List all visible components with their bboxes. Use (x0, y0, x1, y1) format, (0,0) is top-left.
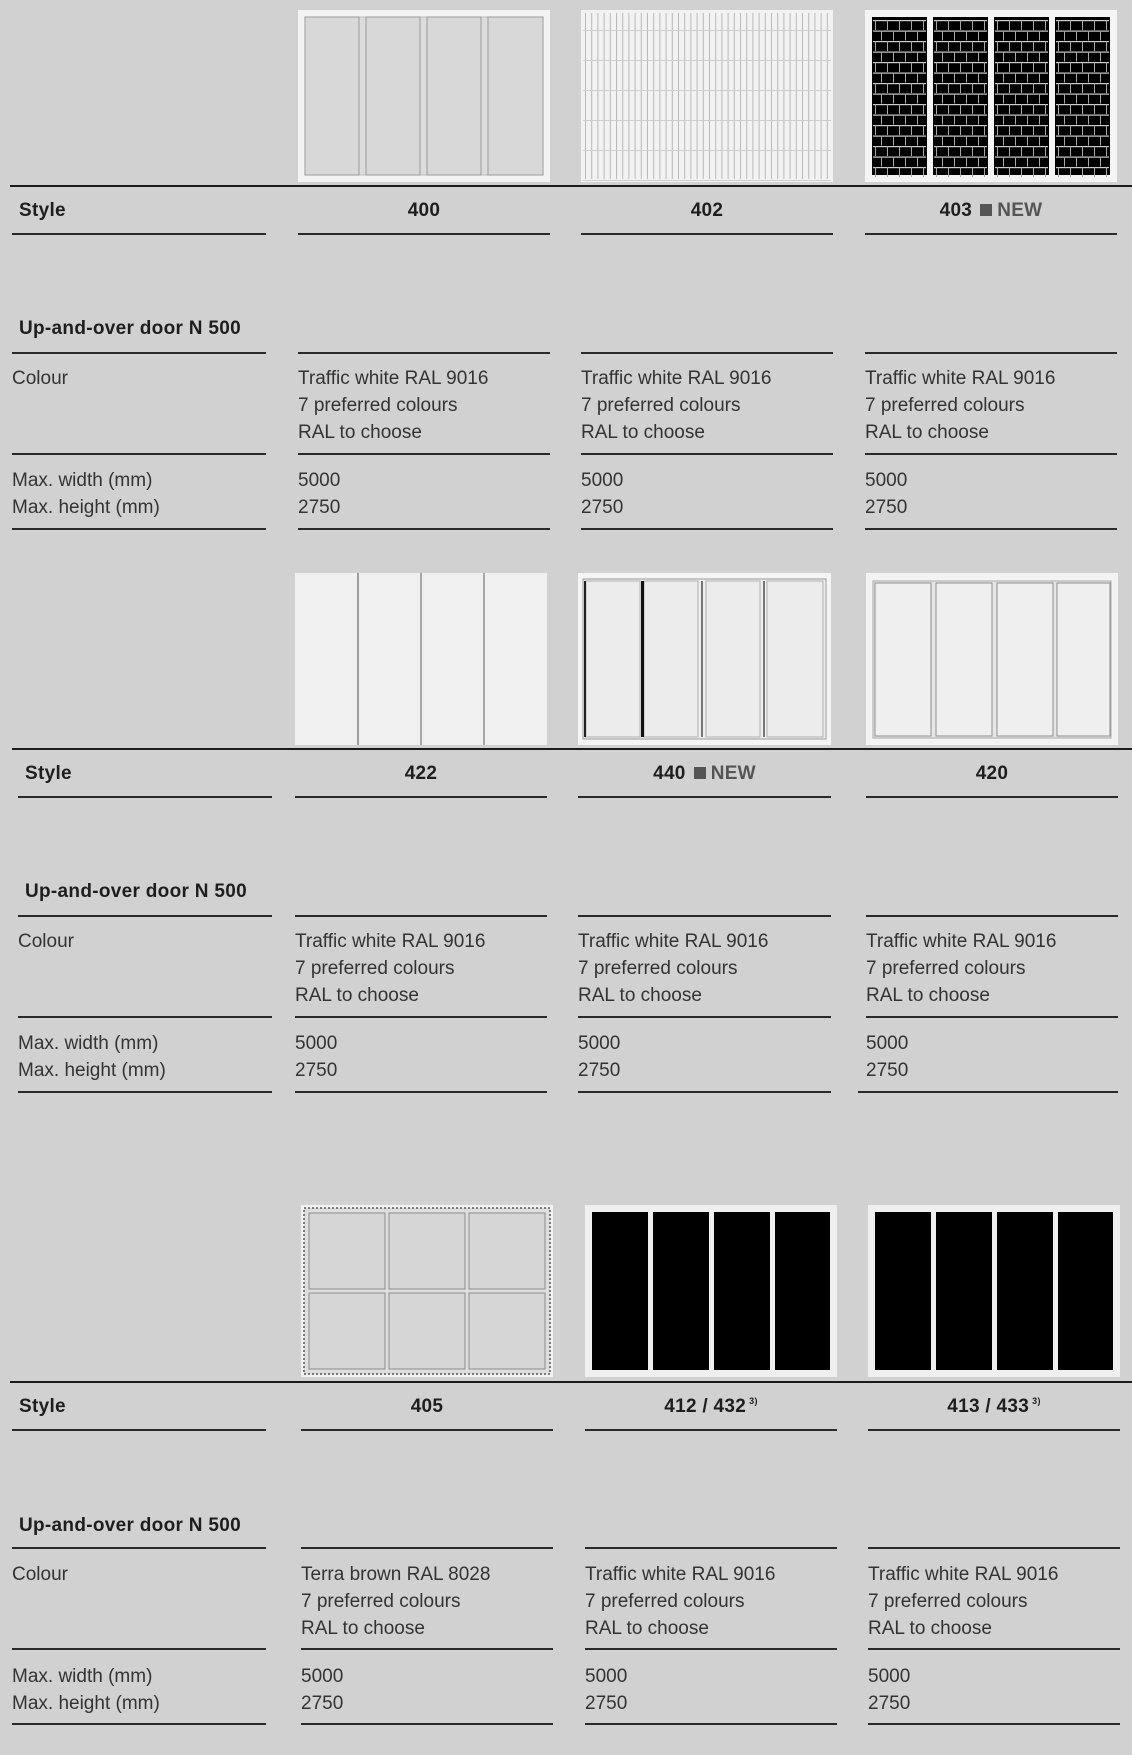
divider (868, 1547, 1120, 1549)
product-heading: Up-and-over door N 500 (19, 1515, 241, 1536)
size-values: 5000 2750 (301, 1666, 344, 1714)
style-value: 413 / 433 $^{3)}$ (947, 1396, 1041, 1417)
style-label: Style (25, 763, 72, 784)
door-group-1 (0, 0, 1132, 560)
door-402-image (581, 10, 833, 182)
divider (581, 352, 833, 354)
style-label: Style (19, 1396, 66, 1417)
size-values: 5000 2750 (581, 470, 624, 518)
style-value: 420 (975, 763, 1009, 784)
divider (578, 1091, 831, 1093)
divider (12, 453, 266, 455)
size-labels: Max. width (mm) Max. height (mm) (12, 470, 160, 518)
style-value: 422 (404, 763, 438, 784)
divider (298, 352, 550, 354)
divider (18, 1091, 272, 1093)
divider (581, 528, 833, 530)
square-icon (980, 204, 992, 216)
divider (578, 1016, 831, 1018)
size-values: 5000 2750 (298, 470, 341, 518)
door-403-image (865, 10, 1117, 182)
divider (581, 233, 833, 235)
colour-options: Traffic white RAL 9016 7 preferred colours RAL to choose (868, 1564, 1059, 1639)
new-badge: NEW (694, 763, 756, 784)
style-value: 402 (690, 200, 724, 221)
door-405-image (301, 1205, 553, 1377)
divider (585, 1723, 837, 1725)
divider (295, 915, 547, 917)
divider (12, 1429, 266, 1431)
divider (298, 233, 550, 235)
divider (866, 796, 1118, 798)
colour-options: Terra brown RAL 8028 7 preferred colours RAL to choose (301, 1564, 491, 1639)
size-values: 5000 2750 (866, 1033, 909, 1081)
divider (12, 1547, 266, 1549)
divider (868, 1648, 1120, 1650)
colour-options: Traffic white RAL 9016 7 preferred colours RAL to choose (581, 368, 772, 443)
style-value: 403 NEW (939, 200, 1043, 221)
colour-options: Traffic white RAL 9016 7 preferred colours RAL to choose (865, 368, 1056, 443)
door-413-433-image (868, 1205, 1120, 1377)
divider (12, 233, 266, 235)
divider (12, 528, 266, 530)
divider (18, 796, 272, 798)
divider (301, 1429, 553, 1431)
divider (295, 796, 547, 798)
size-values: 5000 2750 (865, 470, 908, 518)
divider (866, 1016, 1118, 1018)
divider (18, 915, 272, 917)
divider (865, 233, 1117, 235)
product-heading: Up-and-over door N 500 (25, 881, 247, 902)
door-422-image (295, 573, 547, 745)
divider (866, 915, 1118, 917)
door-440-image (578, 573, 831, 745)
door-group-3 (0, 1195, 1132, 1755)
divider (865, 352, 1117, 354)
divider (578, 796, 831, 798)
divider (298, 453, 550, 455)
divider (578, 915, 831, 917)
divider (868, 1429, 1120, 1431)
divider (865, 528, 1117, 530)
divider (10, 1381, 1132, 1383)
colour-options: Traffic white RAL 9016 7 preferred colours RAL to choose (585, 1564, 776, 1639)
colour-options: Traffic white RAL 9016 7 preferred colours RAL to choose (298, 368, 489, 443)
divider (10, 185, 1132, 187)
divider (585, 1429, 837, 1431)
style-value: 412 / 432 $^{3)}$ (664, 1396, 758, 1417)
door-group-2 (0, 563, 1132, 1123)
divider (18, 1016, 272, 1018)
door-420-image (866, 573, 1118, 745)
divider (581, 453, 833, 455)
colour-label: Colour (12, 368, 68, 389)
size-values: 5000 2750 (578, 1033, 621, 1081)
size-values: 5000 2750 (295, 1033, 338, 1081)
size-labels: Max. width (mm) Max. height (mm) (12, 1666, 160, 1714)
colour-options: Traffic white RAL 9016 7 preferred colours RAL to choose (578, 931, 769, 1006)
divider (12, 1648, 266, 1650)
divider (301, 1648, 553, 1650)
colour-options: Traffic white RAL 9016 7 preferred colours RAL to choose (295, 931, 486, 1006)
colour-options: Traffic white RAL 9016 7 preferred colours RAL to choose (866, 931, 1057, 1006)
style-label: Style (19, 200, 66, 221)
divider (12, 352, 266, 354)
size-values: 5000 2750 (868, 1666, 911, 1714)
divider (585, 1547, 837, 1549)
colour-label: Colour (18, 931, 74, 952)
product-heading: Up-and-over door N 500 (19, 318, 241, 339)
divider (868, 1723, 1120, 1725)
divider (301, 1723, 553, 1725)
divider (12, 1723, 266, 1725)
divider (295, 1091, 547, 1093)
colour-label: Colour (12, 1564, 68, 1585)
divider (298, 528, 550, 530)
size-values: 5000 2750 (585, 1666, 628, 1714)
size-labels: Max. width (mm) Max. height (mm) (18, 1033, 166, 1081)
style-value: 400 (407, 200, 441, 221)
divider (295, 1016, 547, 1018)
door-412-432-image (585, 1205, 837, 1377)
style-value: 405 (410, 1396, 444, 1417)
door-400-image (298, 10, 550, 182)
divider (12, 748, 1132, 750)
divider (858, 1091, 1118, 1093)
style-value: 440 NEW (653, 763, 756, 784)
new-badge: NEW (980, 200, 1042, 221)
divider (865, 453, 1117, 455)
divider (301, 1547, 553, 1549)
square-icon (694, 767, 706, 779)
divider (585, 1648, 837, 1650)
